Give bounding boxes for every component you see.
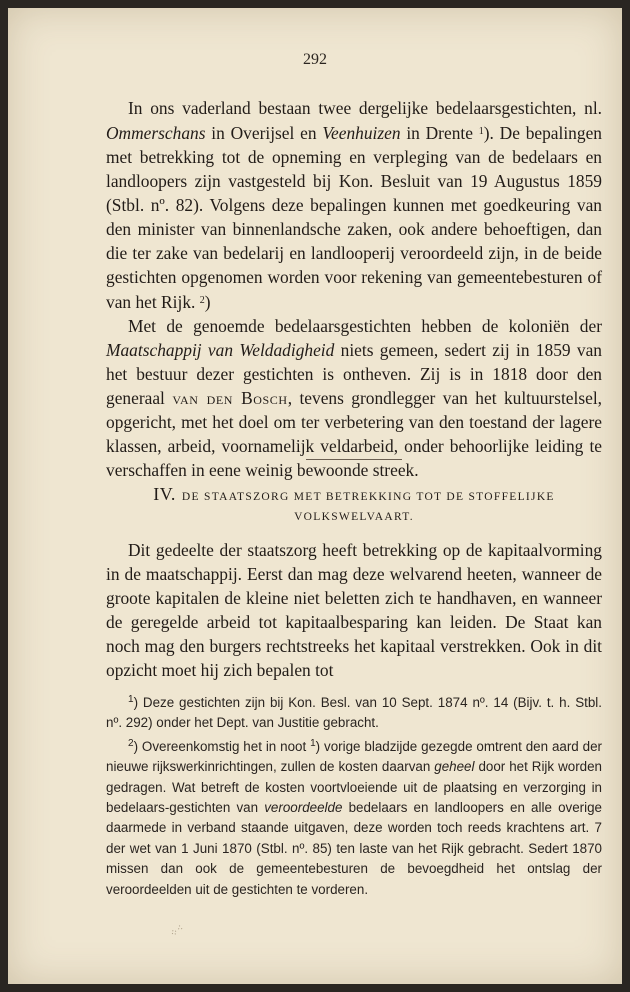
footnotes xyxy=(106,690,602,900)
book-page xyxy=(8,8,622,984)
person-name: van den Bosch xyxy=(172,388,288,408)
footnote-ref: 2 xyxy=(199,295,205,306)
page-number: 292 xyxy=(303,51,327,68)
place-ommerschans: Ommerschans xyxy=(106,123,206,143)
paragraph-beggar-institutions: In ons vaderland bestaan twee dergelijke bedelaarsgestichten, nl. Ommerschans in Overijsel en Veenhuizen in Drente $^1$). De bepalingen met betrekking tot de opneming en verpleging van de bedelaars en landloopers zijn vastgesteld bij Kon. Besluit van 19 Augustus 1859 (Stbl. nº. 82). Volgens deze bepalingen kunnen met goedkeuring van den minister van binnenlandsche zaken, ook andere behoeftigen, dan die ter zake van bedelarij en landlooperij veroordeeld zijn, in de beide gestichten opgenomen worden voor rekening van gemeentebesturen of van het Rijk. $^2$) xyxy=(106,98,602,312)
section-heading xyxy=(106,484,602,527)
paper-blemish: ⁘⁖ xyxy=(168,922,187,941)
section-divider xyxy=(306,459,402,460)
footnote-2: $^2$) Overeenkomstig het in noot $^1$) vorige bladzijde gezegde omtrent den aard der nieuwe rijkswerkinrichtingen, zullen de kosten daarvan geheel door het Rijk worden gedragen. Wat betreft de kosten voortvloeiende uit de plaatsing en verzorging in bedelaars-gestichten van veroordeelde bedelaars en landloopers en alle overige daarmede in verband staande uitgaven, deze worden toch reeds krachtens art. 7 der wet van 1 Juni 1870 (Stbl. nº. 85) ten laste van het Rijk gebracht. Sedert 1870 missen dan ook de gemeentebesturen de bevoegdheid het ontslag der veroordeelden uit de gestichten te vorderen. xyxy=(106,737,603,897)
section-number: IV. xyxy=(153,484,176,504)
footnote-1: $^1$) Deze gestichten zijn bij Kon. Besl. van 10 Sept. 1874 nº. 14 (Bijv. t. h. Stbl. nº. 292) onder het Dept. van Justitie gebracht. xyxy=(106,694,602,731)
footnote-ref: 1 xyxy=(478,126,484,137)
place-veenhuizen: Veenhuizen xyxy=(322,123,401,143)
body-text-section-iv xyxy=(106,538,602,682)
paragraph-capital-formation: Dit gedeelte der staatszorg heeft betrekking op de kapitaalvorming in de maatschappij. Eerst dan mag deze welvarend heeten, wanneer de groote kapitalen de kleine niet beletten zich te handhaven, en wanneer de geregelde arbeid tot kapitaalbesparing kan leiden. De Staat kan noch mag den burgers rechtstreeks het kapitaal verstrekken. Ook in dit opzicht moet hij zich bepalen tot xyxy=(106,540,602,680)
section-title: DE STAATSZORG MET BETREKKING TOT DE STOFFELIJKE VOLKSWELVAART. xyxy=(181,491,555,523)
paragraph-colonies: Met de genoemde bedelaarsgestichten hebben de koloniën der Maatschappij van Weldadigheid niets gemeen, sedert zij in 1859 van het bestuur dezer gestichten is ontheven. Zij is in 1818 door den generaal van den Bosch, tevens grondlegger van het kultuurstelsel, opgericht, met het doel om ter verbetering van den toestand der lagere klassen, arbeid, voornamelijk veldarbeid, onder behoorlijke leiding te verschaffen in eene weinig bewoonde streek. xyxy=(106,316,602,480)
society-name: Maatschappij van Weldadigheid xyxy=(106,340,335,360)
body-text-top xyxy=(106,96,602,482)
